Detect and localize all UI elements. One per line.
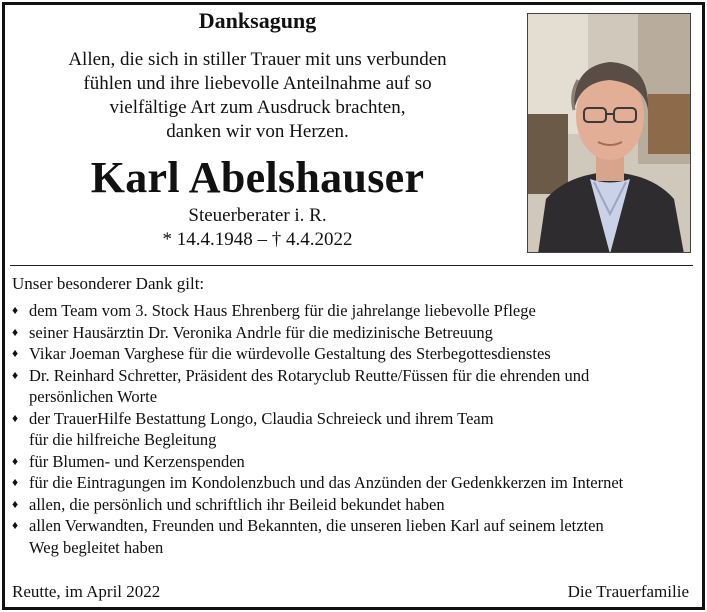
list-item-line: dem Team vom 3. Stock Haus Ehrenberg für die jahrelange liebevolle Pflege: [29, 301, 536, 320]
list-item-line: persönlichen Worte: [29, 387, 158, 406]
portrait-illustration: [528, 14, 691, 253]
diamond-bullet-icon: ♦: [12, 475, 19, 489]
intro-line: vielfältige Art zum Ausdruck brachten,: [109, 97, 406, 118]
diamond-bullet-icon: ♦: [12, 496, 19, 511]
diamond-bullet-icon: ♦: [12, 346, 19, 360]
list-item: [12, 365, 697, 408]
signature: Die Trauerfamilie: [567, 582, 689, 601]
diamond-bullet-icon: ♦: [12, 367, 19, 382]
list-item-line: der TrauerHilfe Bestattung Longo, Claudia Schreieck und ihrem Team: [29, 408, 494, 428]
list-item-line: Vikar Joeman Varghese für die würdevolle Gestaltung des Sterbegottesdienstes: [29, 344, 551, 363]
place-date: Reutte, im April 2022: [12, 582, 161, 601]
deceased-name: Karl Abelshauser: [90, 153, 425, 202]
list-item-line: für die hilfreiche Begleitung: [29, 430, 217, 449]
list-item-line: allen Verwandten, Freunden und Bekannten, die unseren lieben Karl auf seinem letzten: [29, 516, 604, 535]
list-item-line: seiner Hausärztin Dr. Veronika Andrle für die medizinische Betreuung: [29, 322, 493, 342]
portrait-photo: [527, 13, 691, 253]
list-item-line: für die Eintragungen im Kondolenzbuch und das Anzünden der Gedenkkerzen im Internet: [29, 473, 624, 492]
intro-line: danken wir von Herzen.: [166, 121, 349, 142]
list-item-line: für Blumen- und Kerzenspenden: [29, 451, 245, 471]
diamond-bullet-icon: ♦: [12, 518, 19, 532]
life-dates: * 14.4.1948 – † 4.4.2022: [162, 229, 353, 250]
list-item: [12, 472, 697, 494]
list-item: [12, 343, 697, 365]
intro-line: Allen, die sich in stiller Trauer mit uns verbunden: [68, 49, 447, 70]
list-item: [12, 451, 697, 473]
deceased-profession: Steuerberater i. R.: [188, 205, 327, 226]
intro-text: [0, 48, 515, 144]
list-item: [12, 408, 697, 451]
thanks-list: [12, 300, 697, 558]
diamond-bullet-icon: ♦: [12, 303, 19, 317]
notice-title: Danksagung: [198, 8, 317, 33]
list-item: [12, 494, 697, 516]
diamond-bullet-icon: ♦: [12, 453, 19, 468]
list-item-line: allen, die persönlich und schriftlich ihr Beileid bekundet haben: [29, 494, 445, 514]
list-item: [12, 322, 697, 344]
list-item-line: Dr. Reinhard Schretter, Präsident des Rotaryclub Reutte/Füssen für die ehrenden und: [29, 365, 590, 385]
intro-line: fühlen und ihre liebevolle Anteilnahme auf so: [83, 73, 432, 94]
list-item: [12, 300, 697, 322]
diamond-bullet-icon: ♦: [12, 410, 19, 425]
list-item-line: Weg begleitet haben: [29, 537, 164, 557]
diamond-bullet-icon: ♦: [12, 324, 19, 339]
list-item: [12, 515, 697, 558]
thanks-heading: Unser besonderer Dank gilt:: [12, 274, 205, 293]
section-divider: [10, 265, 693, 266]
